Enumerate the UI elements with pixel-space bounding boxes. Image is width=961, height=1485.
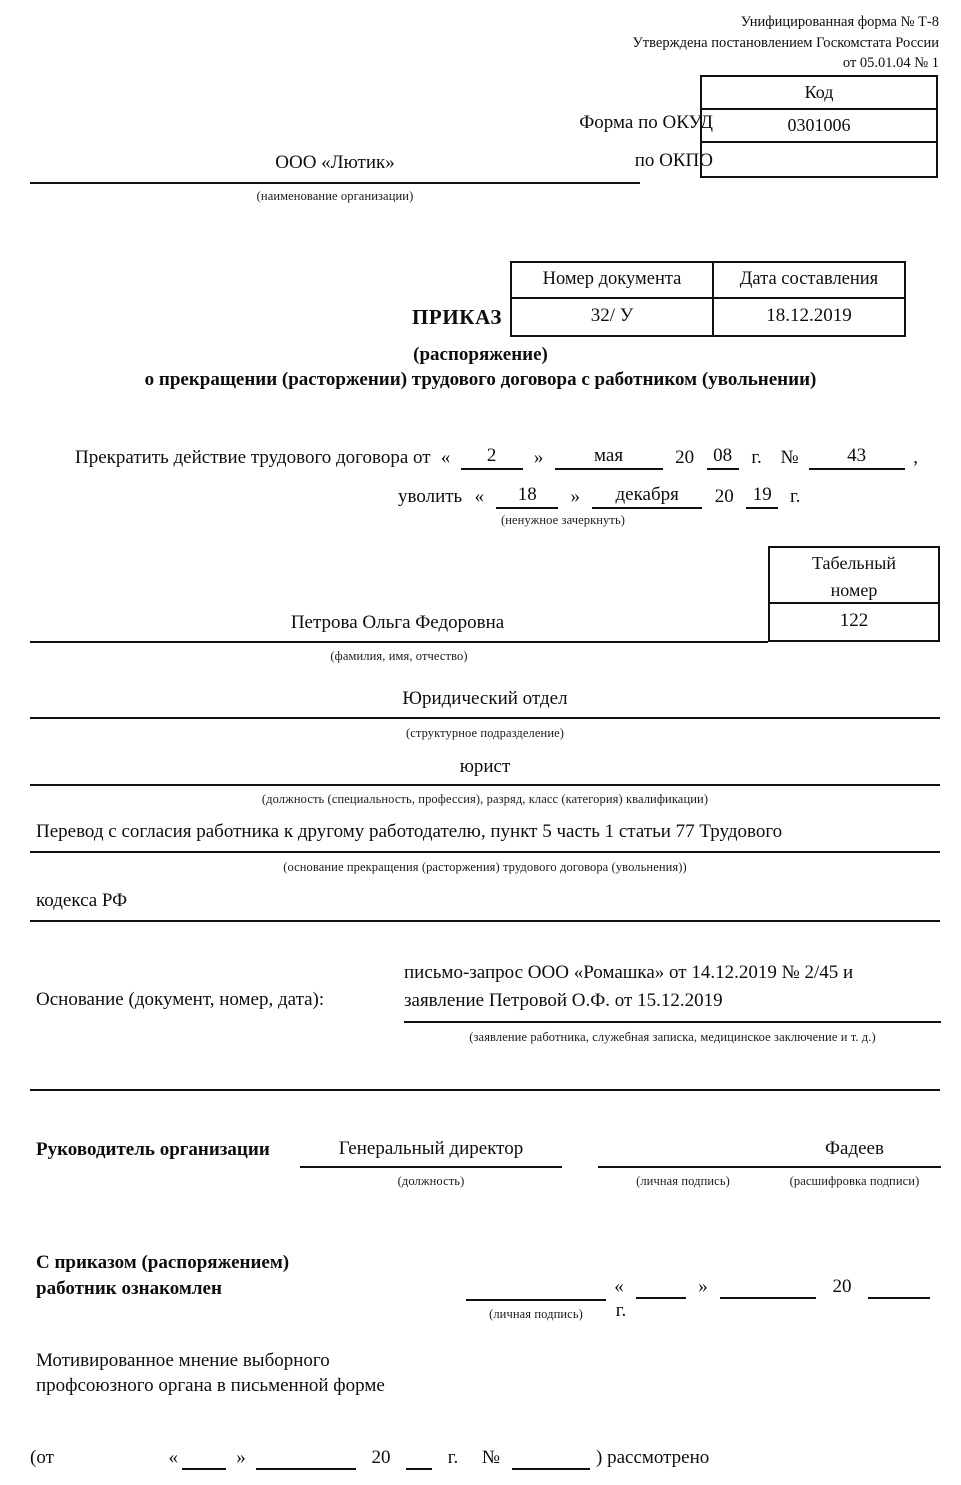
- ack-day[interactable]: [636, 1297, 686, 1299]
- dismiss-day[interactable]: 18: [496, 483, 558, 509]
- contract-year-unit: г.: [751, 447, 762, 468]
- ack-year-suffix[interactable]: [868, 1297, 930, 1299]
- employee-fio-rule: [30, 641, 768, 643]
- okpo-value[interactable]: [702, 143, 936, 176]
- signature-name[interactable]: Фадеев: [825, 1138, 884, 1159]
- form-header: [633, 12, 939, 74]
- organization-caption: (наименование организации): [256, 189, 414, 203]
- employee-fio-caption: (фамилия, имя, отчество): [330, 649, 468, 663]
- employee-position[interactable]: юрист: [459, 756, 511, 777]
- union-day[interactable]: [182, 1468, 226, 1470]
- ack-quote-open: «: [614, 1276, 624, 1297]
- tab-number-header: [770, 548, 938, 604]
- organization-name[interactable]: ООО «Лютик»: [275, 152, 395, 173]
- signature-position-caption: (должность): [397, 1174, 465, 1188]
- ack-year-prefix: 20: [832, 1276, 852, 1297]
- ack-month[interactable]: [720, 1297, 816, 1299]
- union-year-prefix: 20: [371, 1447, 391, 1468]
- tab-number-box: [768, 546, 940, 642]
- code-table: [700, 75, 938, 178]
- basis-rule-1: [30, 851, 940, 853]
- dismiss-quote-close: »: [570, 486, 580, 507]
- union-number[interactable]: [512, 1468, 590, 1470]
- tab-number-header-line1: Табельный: [812, 553, 896, 573]
- basis-caption: (основание прекращения (расторжения) трудового договора (увольнения)): [283, 860, 687, 874]
- union-month[interactable]: [256, 1468, 356, 1470]
- employee-department[interactable]: Юридический отдел: [402, 688, 568, 709]
- order-number-header: Номер документа: [512, 263, 714, 297]
- grounds-rule: [404, 1021, 941, 1023]
- basis-line-2[interactable]: кодекса РФ: [36, 890, 128, 911]
- order-word: ПРИКАЗ: [412, 305, 503, 329]
- union-tail: ) рассмотрено: [596, 1447, 710, 1468]
- order-number-value[interactable]: 32/ У: [512, 299, 714, 335]
- union-year-suffix[interactable]: [406, 1468, 432, 1470]
- dismiss-year-unit: г.: [790, 486, 801, 507]
- union-line-1: Мотивированное мнение выборного: [36, 1350, 330, 1371]
- employee-department-rule: [30, 717, 940, 719]
- union-quote-open: «: [168, 1447, 178, 1468]
- union-date-row: [30, 1446, 709, 1470]
- acknowledgement-sign-caption: (личная подпись): [489, 1307, 583, 1321]
- union-from-word: (от: [30, 1447, 54, 1468]
- grounds-value-line-2[interactable]: заявление Петровой О.Ф. от 15.12.2019: [404, 990, 723, 1011]
- ack-quote-close: »: [698, 1276, 708, 1297]
- contract-day[interactable]: 2: [461, 444, 523, 470]
- union-number-sign: №: [481, 1447, 501, 1468]
- basis-rule-2: [30, 920, 940, 922]
- okpo-label: по ОКПО: [634, 150, 713, 171]
- signature-label: Руководитель организации: [36, 1139, 270, 1160]
- contract-lead-text: Прекратить действие трудового договора от: [75, 447, 431, 468]
- employee-position-rule: [30, 784, 940, 786]
- contract-quote-open: «: [440, 447, 451, 468]
- okud-value[interactable]: 0301006: [702, 110, 936, 143]
- dismiss-word: уволить: [398, 486, 463, 507]
- form-header-line2: Утверждена постановлением Госкомстата России: [632, 34, 939, 51]
- dismiss-year-suffix[interactable]: 19: [746, 483, 778, 509]
- order-subtitle-1: (распоряжение): [413, 344, 548, 365]
- union-line-2: профсоюзного органа в письменной форме: [36, 1375, 385, 1396]
- signature-sign-rule[interactable]: [598, 1166, 768, 1168]
- order-subtitle-2: о прекращении (расторжении) трудового договора с работником (увольнении): [144, 369, 817, 390]
- employee-department-caption: (структурное подразделение): [405, 726, 565, 740]
- contract-month[interactable]: мая: [555, 444, 663, 470]
- dismiss-month[interactable]: декабря: [592, 483, 702, 509]
- code-table-title: Код: [702, 77, 936, 110]
- signature-name-rule: [768, 1166, 941, 1168]
- grounds-caption: (заявление работника, служебная записка, медицинское заключение и т. д.): [469, 1030, 876, 1044]
- signature-position[interactable]: Генеральный директор: [338, 1138, 524, 1159]
- acknowledgement-date-row: [606, 1275, 961, 1323]
- okud-label: Форма по ОКУД: [579, 112, 713, 133]
- contract-comma: ,: [913, 447, 918, 468]
- form-header-line3: от 05.01.04 № 1: [842, 55, 939, 72]
- order-table: [510, 261, 906, 337]
- acknowledgement-sign-rule[interactable]: [466, 1299, 606, 1301]
- employee-fio[interactable]: Петрова Ольга Федоровна: [290, 612, 505, 633]
- acknowledgement-line-2: работник ознакомлен: [36, 1278, 222, 1299]
- union-year-unit: г.: [447, 1447, 459, 1468]
- ack-year-unit: г.: [615, 1300, 627, 1321]
- employee-position-caption: (должность (специальность, профессия), разряд, класс (категория) квалификации): [261, 792, 709, 806]
- union-quote-close: »: [236, 1447, 246, 1468]
- grounds-value-line-1[interactable]: письмо-запрос ООО «Ромашка» от 14.12.2019 № 2/45 и: [404, 962, 854, 983]
- dismiss-quote-open: «: [474, 486, 484, 507]
- signature-sign-caption: (личная подпись): [636, 1174, 730, 1188]
- contract-number-sign: №: [780, 447, 799, 468]
- tab-number-header-line2: номер: [830, 580, 878, 600]
- contract-number[interactable]: 43: [809, 444, 905, 470]
- contract-caption: (ненужное зачеркнуть): [500, 513, 626, 527]
- form-header-line1: Унифицированная форма № Т-8: [740, 14, 939, 30]
- grounds-label: Основание (документ, номер, дата):: [36, 989, 325, 1010]
- contract-year-prefix: 20: [675, 447, 695, 468]
- signature-position-rule: [300, 1166, 562, 1168]
- contract-line-2: [398, 483, 808, 509]
- dismiss-year-prefix: 20: [714, 486, 734, 507]
- contract-year-suffix[interactable]: 08: [707, 444, 739, 470]
- acknowledgement-line-1: С приказом (распоряжением): [36, 1252, 290, 1273]
- order-date-value[interactable]: 18.12.2019: [766, 305, 852, 326]
- contract-quote-close: »: [533, 447, 544, 468]
- tab-number-value[interactable]: 122: [839, 610, 869, 631]
- organization-rule: [30, 182, 640, 184]
- basis-line-1[interactable]: Перевод с согласия работника к другому работодателю, пункт 5 часть 1 статьи 77 Трудового: [36, 821, 783, 842]
- contract-line-1: [75, 444, 923, 470]
- section-divider-rule: [30, 1089, 940, 1091]
- order-date-header: Дата составления: [739, 269, 879, 289]
- signature-name-caption: (расшифровка подписи): [789, 1174, 920, 1188]
